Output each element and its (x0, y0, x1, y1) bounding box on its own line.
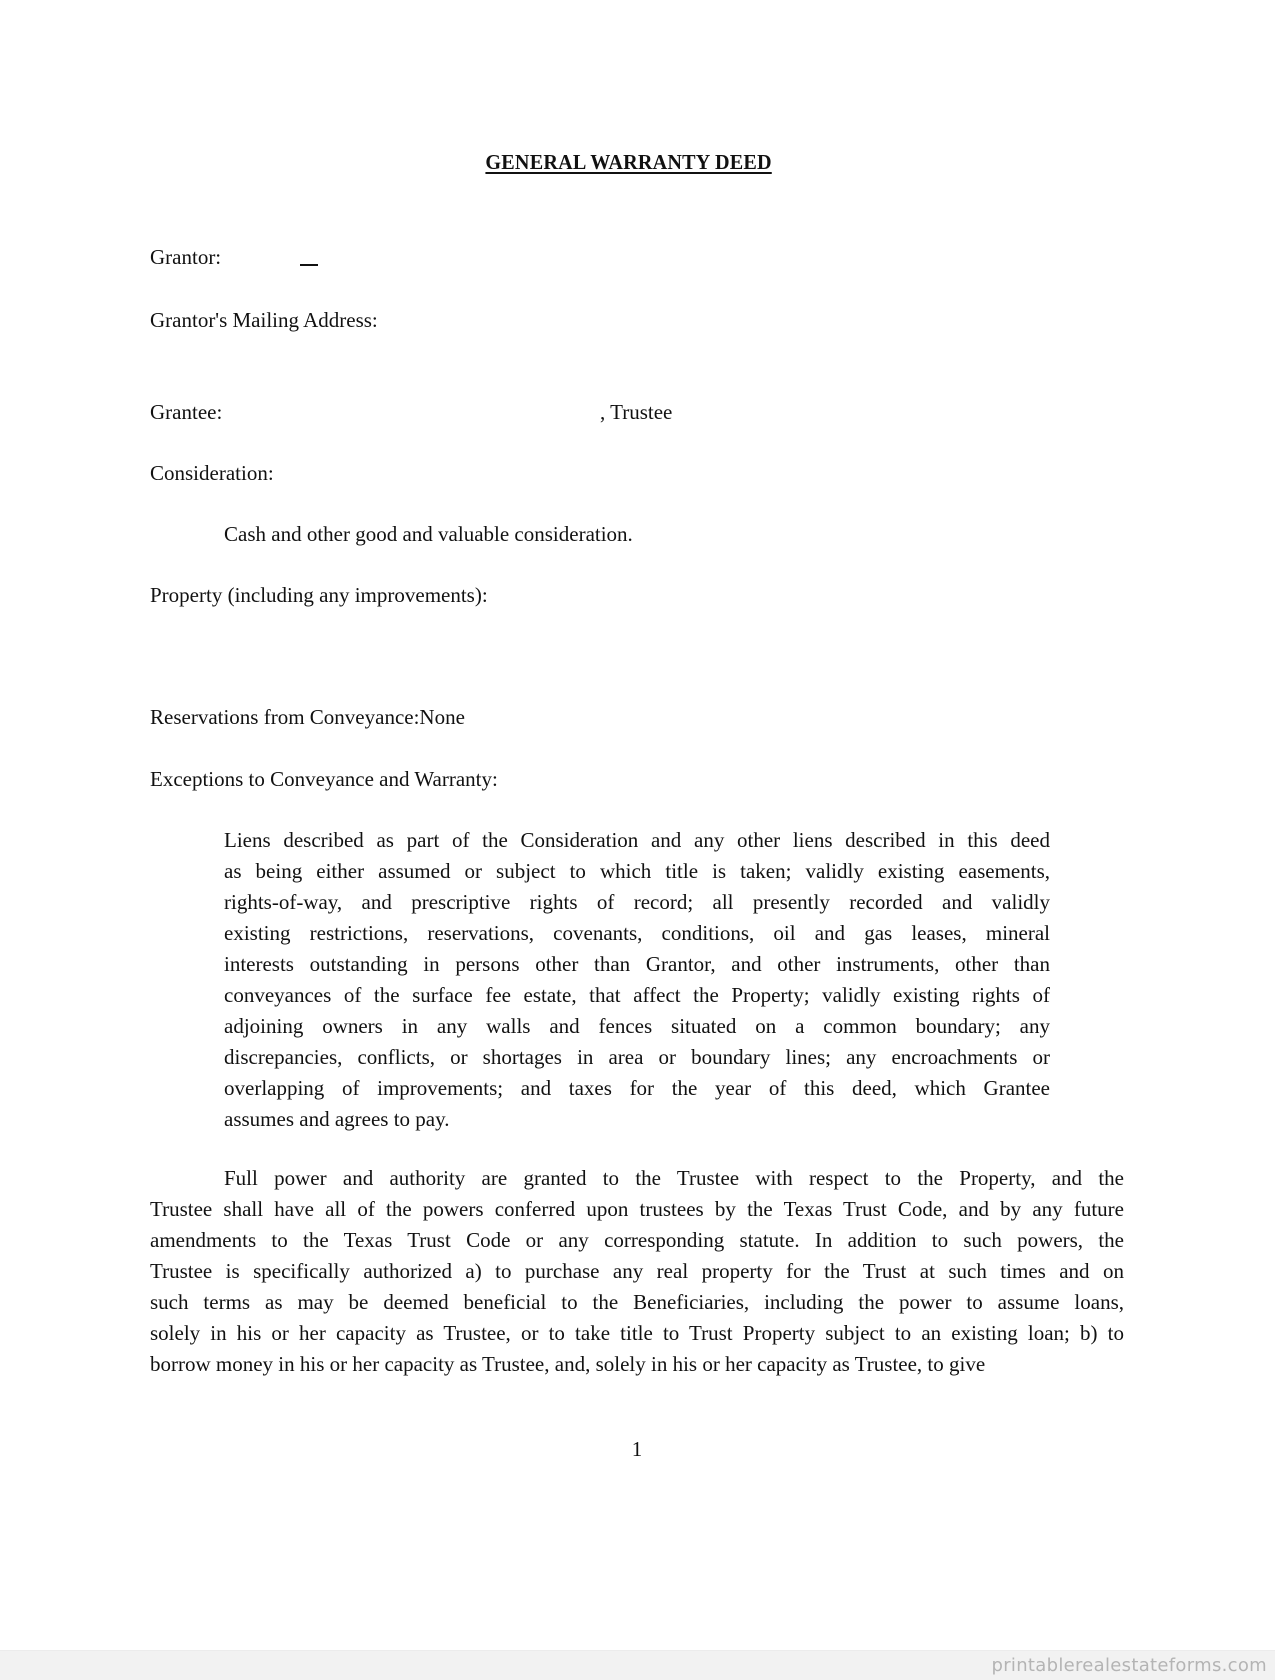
paragraph-line: solely in his or her capacity as Trustee, or to take title to Trust Property subject to an existing loan; b) to (150, 1321, 1124, 1345)
paragraph-line: adjoining owners in any walls and fences situated on a common boundary; any (224, 1014, 1050, 1038)
paragraph-line: Full power and authority are granted to the Trustee with respect to the Property, and the (224, 1166, 1124, 1190)
footer-bar (0, 1650, 1275, 1680)
paragraph-line: Trustee is specifically authorized a) to purchase any real property for the Trust at such times and on (150, 1259, 1124, 1283)
exceptions-paragraph (224, 825, 1050, 1135)
exceptions-label: Exceptions to Conveyance and Warranty: (150, 767, 498, 791)
paragraph-line: assumes and agrees to pay. (224, 1107, 450, 1131)
paragraph-line: as being either assumed or subject to which title is taken; validly existing easements, (224, 859, 1050, 883)
reservations-label: Reservations from Conveyance:None (150, 705, 465, 729)
consideration-label: Consideration: (150, 461, 274, 485)
page-number: 1 (631, 1437, 643, 1461)
consideration-text: Cash and other good and valuable consideration. (224, 522, 633, 546)
grantee-trustee-suffix: , Trustee (600, 400, 673, 424)
paragraph-line: overlapping of improvements; and taxes for the year of this deed, which Grantee (224, 1076, 1050, 1100)
grantee-label: Grantee: (150, 400, 223, 424)
paragraph-line: discrepancies, conflicts, or shortages in area or boundary lines; any encroachments or (224, 1045, 1050, 1069)
grantor-blank-line (300, 264, 318, 266)
paragraph-line: borrow money in his or her capacity as Trustee, and, solely in his or her capacity as Trustee, to give (150, 1352, 986, 1376)
paragraph-line: amendments to the Texas Trust Code or any corresponding statute. In addition to such powers, the (150, 1228, 1124, 1252)
powers-paragraph (150, 1163, 1124, 1380)
paragraph-line: conveyances of the surface fee estate, that affect the Property; validly existing rights of (224, 983, 1050, 1007)
paragraph-line: interests outstanding in persons other than Grantor, and other instruments, other than (224, 952, 1050, 976)
paragraph-line: Trustee shall have all of the powers conferred upon trustees by the Texas Trust Code, and by any future (150, 1197, 1124, 1221)
paragraph-line: such terms as may be deemed beneficial to the Beneficiaries, including the power to assume loans, (150, 1290, 1124, 1314)
grantor-mailing-label: Grantor's Mailing Address: (150, 308, 378, 332)
grantor-label: Grantor: (150, 245, 222, 269)
document-title: GENERAL WARRANTY DEED (485, 150, 772, 174)
footer-watermark: printablerealestateforms.com (991, 1655, 1267, 1676)
paragraph-line: existing restrictions, reservations, covenants, conditions, oil and gas leases, mineral (224, 921, 1050, 945)
paragraph-line: Liens described as part of the Consideration and any other liens described in this deed (224, 828, 1050, 852)
property-label: Property (including any improvements): (150, 583, 488, 607)
paragraph-line: rights-of-way, and prescriptive rights of record; all presently recorded and validly (224, 890, 1050, 914)
